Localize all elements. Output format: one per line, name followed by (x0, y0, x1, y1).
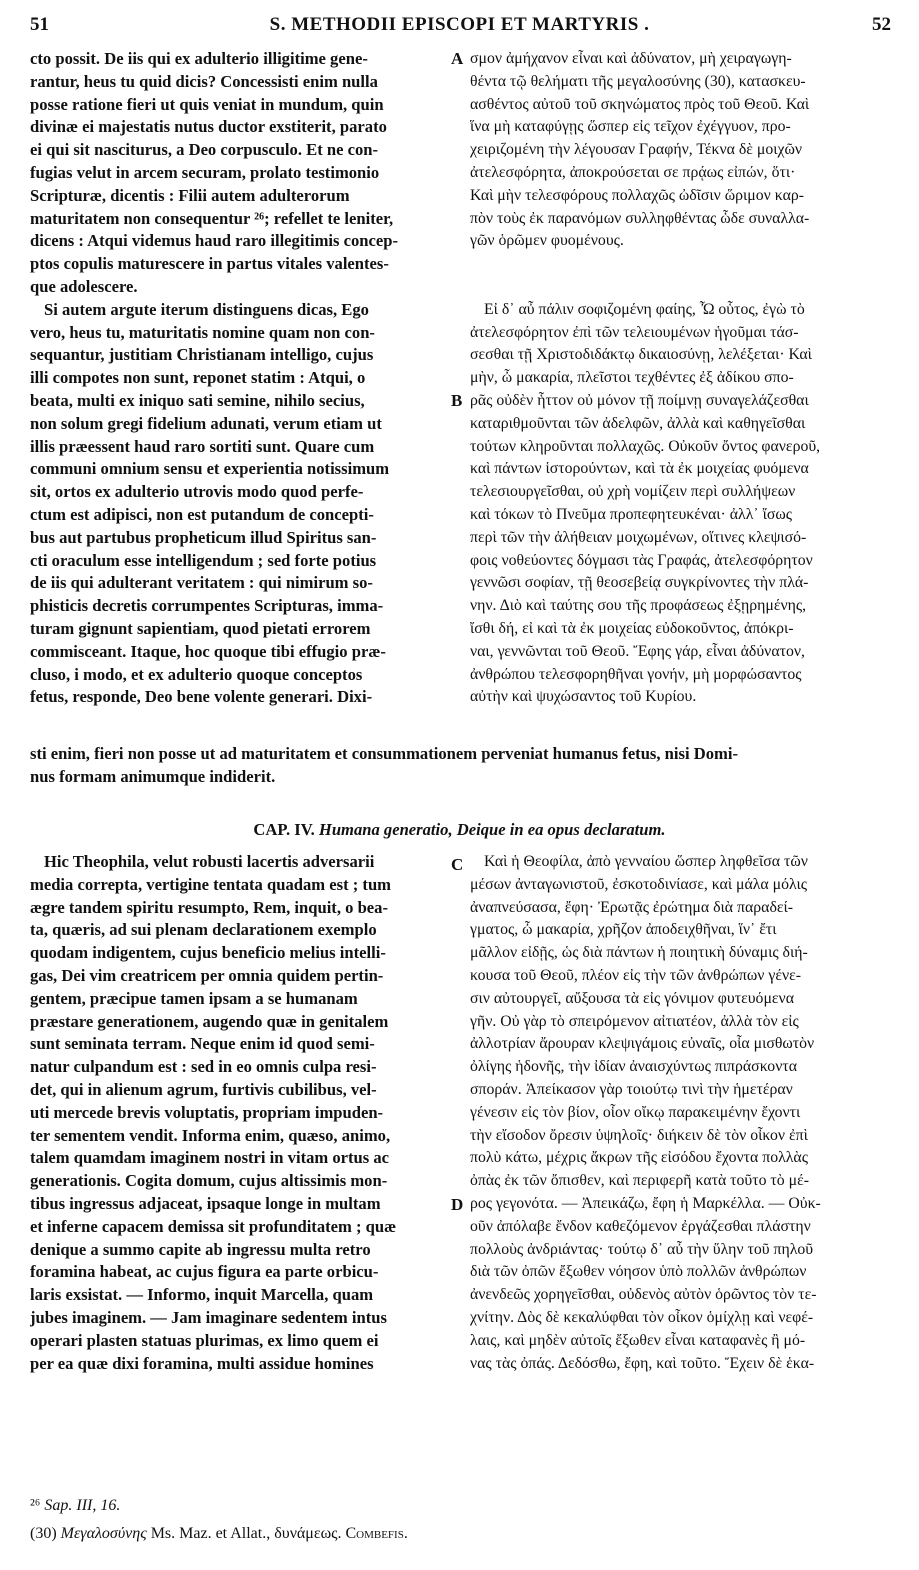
greek-text-line: μᾶλλον εἰδῇς, ὡς διὰ πάντων ἡ ποιητικὴ δύναμις διή- (470, 944, 808, 962)
greek-column-1 (470, 48, 896, 709)
latin-text-line: commisceant. Itaque, hoc quoque tibi effugio præ- (30, 641, 386, 661)
footnote-2 (30, 1520, 900, 1548)
greek-text-line: ασθέντος αὐτοῦ τοῦ σκηνώματος πρὸς τοῦ Θεοῦ. Καὶ (470, 95, 810, 113)
latin-text-line: det, qui in alienum agrum, furtivis cubilibus, vel- (30, 1079, 377, 1099)
page-header (0, 12, 919, 42)
running-title: S. METHODII EPISCOPI ET MARTYRIS . (269, 14, 650, 35)
greek-text-line: τούτων κληροῦνται πολλαχῶς. Οὐκοῦν ὄντος φανεροῦ, (470, 437, 821, 455)
greek-text-line: ἀναπνεύσασα, ἔφη· Ἐρωτᾷς ἐρώτημα διὰ παραδεί- (470, 898, 794, 916)
greek-text-line: γματος, ὦ μακαρία, χρῆζον ἀποδειχθῆναι, ἵν᾽ ἔτι (470, 921, 777, 939)
page-number-left: 51 (30, 14, 49, 35)
greek-text-line: λαις, καὶ μηδὲν αὐτοῖς ἔξωθεν εἶναι καταφανὲς ἢ μό- (470, 1331, 806, 1349)
latin-text-line: cto possit. De iis qui ex adulterio illigitime gene- (30, 49, 368, 68)
greek-text-line: πολὺ κάτω, μέχρις ἄκρων τῆς εἰσόδου ἔχοντα πολλὰς (470, 1149, 808, 1167)
greek-text-line: καὶ πάντων ἱστορούντων, καὶ τὰ ἐκ μοιχείας φυόμενα (470, 460, 809, 478)
greek-text-line: γεννῶσι σοφίαν, τῇ θεοσεβείᾳ συγκρίνοντες τὴν πλά- (470, 574, 809, 592)
greek-text-line: Καὶ μὴν τελεσφόρους πολλαχῶς ὠδῖσιν ὥριμον καρ- (470, 186, 804, 204)
greek-text-line: ὀλίγης ἡδονῆς, τὴν ἰδίαν ἀναισχύντως πιπράσκοντα (470, 1058, 797, 1076)
latin-text-line: vero, heus tu, maturitatis nomine quam non con- (30, 322, 375, 342)
latin-text-line: media correpta, vertigine tentata quadam est ; tum (30, 874, 392, 894)
greek-text-line: ρᾶς οὐδὲν ἧττον οὐ μόνον τῇ ποίμνῃ συναγελάζεσθαι (470, 391, 809, 409)
chapter-label: CAP. IV. (253, 820, 315, 839)
greek-text-line (470, 276, 896, 299)
latin-text-line: cluso, i modo, et ex adulterio quoque conceptos (30, 664, 363, 684)
greek-text-line: Καὶ ἡ Θεοφίλα, ἀπὸ γενναίου ὥσπερ ληφθεῖσα τῶν (484, 853, 808, 870)
footnote-2-author: Combefis. (345, 1525, 408, 1542)
latin-text-line: tibus ingressus adjaceat, ipsaque longe in multam (30, 1193, 381, 1213)
chapter-heading (0, 820, 919, 840)
latin-text-line: et inferne capacem demissa sit profunditatem ; quæ (30, 1216, 397, 1236)
greek-text-line: ναι, γεννῶνται τοῦ Θεοῦ. Ἔφης γάρ, εἶναι ἀδύνατον, (470, 642, 805, 660)
footnotes (30, 1492, 900, 1548)
footnote-1 (30, 1492, 900, 1520)
greek-text-line: τὴν εἴσοδον ὄρεσιν ὑψηλοῖς· διήκειν δὲ τὸν οἶκον ἐπὶ (470, 1126, 808, 1144)
latin-text-line: sit, ortos ex adulterio utrovis modo quod perfe- (30, 482, 364, 502)
latin-text-line: que adolescere. (30, 276, 138, 296)
greek-text-line: νην. Διὸ καὶ ταύτης σου τῆς προφάσεως ἐξῃρημένης, (470, 597, 807, 615)
greek-text-line: νας τὰς ὀπάς. Δεδόσθω, ἔφη, καὶ τοῦτο. Ἔχειν δὲ ἑκα- (470, 1354, 815, 1372)
greek-text-line: περὶ τῶν τὴν ἀλήθειαν μοιχωμένων, οἵτινες κλεψισό- (470, 528, 807, 546)
greek-text-line: ἀλλοτρίαν ἄρουραν κλεψιγάμοις εὐναῖς, οἷα μισθωτὸν (470, 1035, 815, 1053)
latin-text-line: talem quamdam imaginem nostri in vitam ortus ac (30, 1148, 390, 1168)
latin-text-line: sti enim, fieri non posse ut ad maturitatem et consummationem perveniat humanus fetus, nisi Domi- (30, 744, 738, 763)
latin-text-line: nus formam animumque indiderit. (30, 767, 276, 786)
latin-text-line: turam gignunt sapientiam, quod pietati errorem (30, 618, 371, 638)
greek-text-line: κουσα τοῦ Θεοῦ, πλέον εἰς τὴν τῶν ἀνθρώπων γένε- (470, 966, 802, 984)
latin-text-line: phisticis decretis corrumpentes Scripturas, imma- (30, 596, 384, 616)
latin-text-line: gentem, præcipue tamen ipsam a se humanam (30, 988, 358, 1008)
greek-text-line: ἀνθρώπου τελεσφορηθῆναι γονήν, μὴ μορφώσαντος (470, 665, 802, 683)
latin-text-line: denique a summo capite ab ingressu multa retro (30, 1239, 371, 1259)
chapter-title: Humana generatio, Deique in ea opus declaratum. (318, 820, 666, 839)
latin-text-line: ptos copulis maturescere in partus vitales valentes- (30, 254, 389, 274)
greek-text-line: μέσων ἀνταγωνιστοῦ, ἐσκοτοδινίασε, καὶ μάλα μόλις (470, 875, 807, 893)
greek-text-line: θέντα τῷ θελήματι τῆς μεγαλοσύνης (30), κατασκευ- (470, 72, 806, 90)
full-width-latin (30, 742, 896, 788)
latin-text-line: divinæ ei majestatis nutus ductor exstiterit, parato (30, 117, 387, 137)
greek-text-line: πὸν τοὺς ἐκ παρανόμων συλληφθέντας ὧδε συναλλα- (470, 209, 810, 227)
page-number-right: 52 (872, 14, 891, 35)
latin-text-line: de iis qui adulterant veritatem : qui nimirum so- (30, 573, 373, 593)
margin-marker-c: C (451, 855, 464, 874)
margin-marker-a: A (451, 49, 464, 68)
greek-text-line: γῶν ὁρῶμεν φυομένους. (470, 232, 624, 250)
greek-text-line: φοις νοθεύοντες δόγμασι τὰς Γραφάς, ἀτελεσφόρητον (470, 551, 813, 569)
greek-text-line: σμον ἀμήχανον εἶναι καὶ ἀδύνατον, μὴ χειραγωγη- (470, 50, 792, 67)
latin-text-line: præstare generationem, augendo quæ in genitalem (30, 1011, 389, 1031)
margin-marker-d: D (451, 1195, 464, 1214)
latin-text-line: illis præessent haud raro sortiti sunt. Quare cum (30, 436, 375, 456)
greek-text-line: σποράν. Ἀπείκασον γὰρ τοιούτῳ τινὶ τὴν ἡμετέραν (470, 1080, 793, 1098)
greek-text-line: πολλοὺς ἀνδριάντας· τούτῳ δ᾽ αὖ τὴν ὕλην τοῦ πηλοῦ (470, 1240, 814, 1258)
latin-text-line: ter sementem vendit. Informa enim, quæso, animo, (30, 1125, 391, 1145)
latin-text-line: rantur, heus tu quid dicis? Concessisti enim nulla (30, 71, 378, 91)
greek-text-line: γῆν. Οὐ γὰρ τὸ σπειρόμενον αἰτιατέον, ἀλλὰ τὸν εἰς (470, 1012, 799, 1030)
greek-text-line: ἀτελεσφόρητον ἐπὶ τῶν τελειουμένων ἡγοῦμαι τάσ- (470, 323, 799, 341)
greek-text-line: ἵνα μὴ καταφύγῃς ὥσπερ εἰς τεῖχον ἐχέγγυον, προ- (470, 118, 791, 136)
latin-text-line: quodam indigentem, cujus beneficio melius intelli- (30, 943, 386, 963)
greek-text-line: μὴν, ὦ μακαρία, πλεῖστοι τεχθέντες ἐξ ἀδίκου σπο- (470, 369, 794, 387)
greek-text-line: σιν αὐτουργεῖ, αὔξουσα τὰ εἰς γόνιμον φυτευόμενα (470, 989, 794, 1007)
latin-text-line: uti mercede brevis voluptatis, propriam impuden- (30, 1102, 384, 1122)
latin-column-1 (30, 48, 448, 709)
greek-text-line: ρος γεγονότα. — Ἀπεικάζω, ἔφη ἡ Μαρκέλλα. — Οὐκ- (470, 1194, 821, 1212)
latin-text-line: illi compotes non sunt, reponet statim : Atqui, o (30, 368, 366, 388)
latin-text-line: sequantur, justitiam Christianam intelligo, cujus (30, 345, 374, 365)
latin-text-line: ctum est adipisci, non est putandum de concepti- (30, 504, 374, 524)
greek-text-line: χνίτην. Δὸς δὲ κεκαλύφθαι τὸν οἶκον ὁμίχλῃ καὶ νεφέ- (470, 1308, 814, 1326)
latin-text-line: laris exsistat. — Informo, inquit Marcella, quam (30, 1285, 374, 1305)
greek-text-line: ἀτελεσφόρητα, ἀποκρούσεται σε πρᾴως εἰπών, ὅτι· (470, 163, 796, 181)
latin-text-line: fetus, responde, Deo bene volente generari. Dixi- (30, 687, 373, 707)
latin-text-line: fugias velut in arcem securam, prolato testimonio (30, 162, 380, 182)
latin-text-line: ei qui sit nasciturus, a Deo corpusculo. Et ne con- (30, 140, 379, 160)
greek-text-line: καταριθμοῦνται τῶν ἀδελφῶν, ἀλλὰ καὶ καθηγεῖσθαι (470, 414, 806, 432)
latin-text-line: non solum gregi fidelium adunati, verum etiam ut (30, 413, 382, 433)
latin-text-line: maturitatem non consequentur ²⁶; refellet te leniter, (30, 208, 394, 228)
footnote-1-number: ²⁶ (30, 1497, 41, 1514)
greek-text-line (470, 253, 896, 276)
latin-text-line: Si autem argute iterum distinguens dicas, Ego (44, 299, 369, 319)
latin-text-line: sunt seminata terram. Neque enim id quod semi- (30, 1034, 375, 1054)
greek-text-line: τελεσιουργεῖσθαι, οὐ χρὴ νομίζειν περὶ συλλήψεων (470, 483, 796, 501)
latin-text-line: cti oraculum esse intelligendum ; sed forte potius (30, 550, 377, 570)
greek-text-line: σεσθαι τῇ Χριστοδιδάκτῳ δικαιοσύνῃ, λελέξεται· Καὶ (470, 346, 812, 364)
latin-text-line: communi omnium sensu et experientia notissimum (30, 459, 390, 479)
latin-text-line: operari plasten statuas plurimas, ex limo quem ei (30, 1330, 379, 1350)
greek-text-line: χειριζομένη τὴν λέγουσαν Γραφήν, Τέκνα δὲ μοιχῶν (470, 141, 803, 159)
latin-text-line: posse ratione fieri ut quis veniat in mundum, quin (30, 94, 384, 114)
latin-text-line: ægre tandem spiritu resumpto, Rem, inquit, o bea- (30, 897, 388, 917)
greek-text-line: διὰ τῶν ὀπῶν ἔξωθεν νόησον ὑπὸ πολλῶν ἀνθρώπων (470, 1263, 807, 1281)
greek-column-2 (470, 851, 896, 1375)
latin-column-2 (30, 851, 448, 1375)
greek-text-line: ἀνενδεῶς χορηγεῖσθαι, οὐδενὸς αὐτὸν ὁρῶντος τὸν τε- (470, 1286, 817, 1304)
greek-text-line: Εἰ δ᾽ αὖ πάλιν σοφιζομένη φαίης, Ὦ οὗτος, ἐγὼ τὸ (484, 300, 805, 318)
latin-text-line: generationis. Cogita domum, cujus altissimis mon- (30, 1171, 388, 1191)
greek-text-line: αὐτὴν καὶ ψυχώσαντος τοῦ Κυρίου. (470, 688, 697, 706)
latin-text-line: Hic Theophila, velut robusti lacertis adversarii (44, 852, 375, 871)
greek-text-line: γένεσιν εἰς τὸν βίον, οἷον οἴκῳ παρακειμένην ἔχοντι (470, 1103, 801, 1121)
latin-text-line: foramina habeat, ac cujus figura ea parte orbicu- (30, 1262, 379, 1282)
latin-text-line: natur culpandum est : sed in eo omnis culpa resi- (30, 1057, 377, 1077)
greek-text-line: ὀπὰς ἐκ τῶν ὄπισθεν, καὶ περιφερῆ κατὰ τοῦτο τὸ μέ- (470, 1172, 809, 1190)
footnote-1-reference: Sap. III, 16. (44, 1497, 121, 1514)
latin-text-line: per ea quæ dixi foramina, multi assidue homines (30, 1353, 374, 1373)
greek-text-line: ἴσθι δή, εἰ καὶ τὰ ἐκ μοιχείας εὐδοκοῦντος, ἀπόκρι- (470, 619, 794, 637)
latin-text-line: jubes imaginem. — Jam imaginare sedentem intus (30, 1307, 387, 1327)
latin-text-line: gas, Dei vim creatricem per omnia quidem pertin- (30, 965, 384, 985)
latin-text-line: ta, quæris, ad sui plenam declarationem exemplo (30, 920, 377, 940)
latin-text-line: Scripturæ, dicentis : Filii autem adulterorum (30, 185, 350, 205)
greek-text-line: καὶ τόκων τὸ Πνεῦμα προπεφητευκέναι· ἀλλ᾽ ἴσως (470, 505, 792, 523)
latin-text-line: beata, multi ex iniquo sati semine, nihilo secius, (30, 390, 365, 410)
footnote-2-word: Μεγαλοσύνης (60, 1525, 147, 1542)
footnote-2-text: Ms. Maz. et Allat., δυνάμεως. (146, 1525, 346, 1542)
latin-text-line: dicens : Atqui videmus haud raro illegitimis concep- (30, 231, 399, 251)
latin-text-line: bus aut partubus propheticum illud Spiritus san- (30, 527, 377, 547)
margin-marker-b: B (451, 391, 463, 410)
footnote-2-number: (30) (30, 1525, 57, 1542)
greek-text-line: οῦν ἀπόλαβε ἔνδον καθεζόμενον ἐργάζεσθαι πλάστην (470, 1217, 811, 1235)
